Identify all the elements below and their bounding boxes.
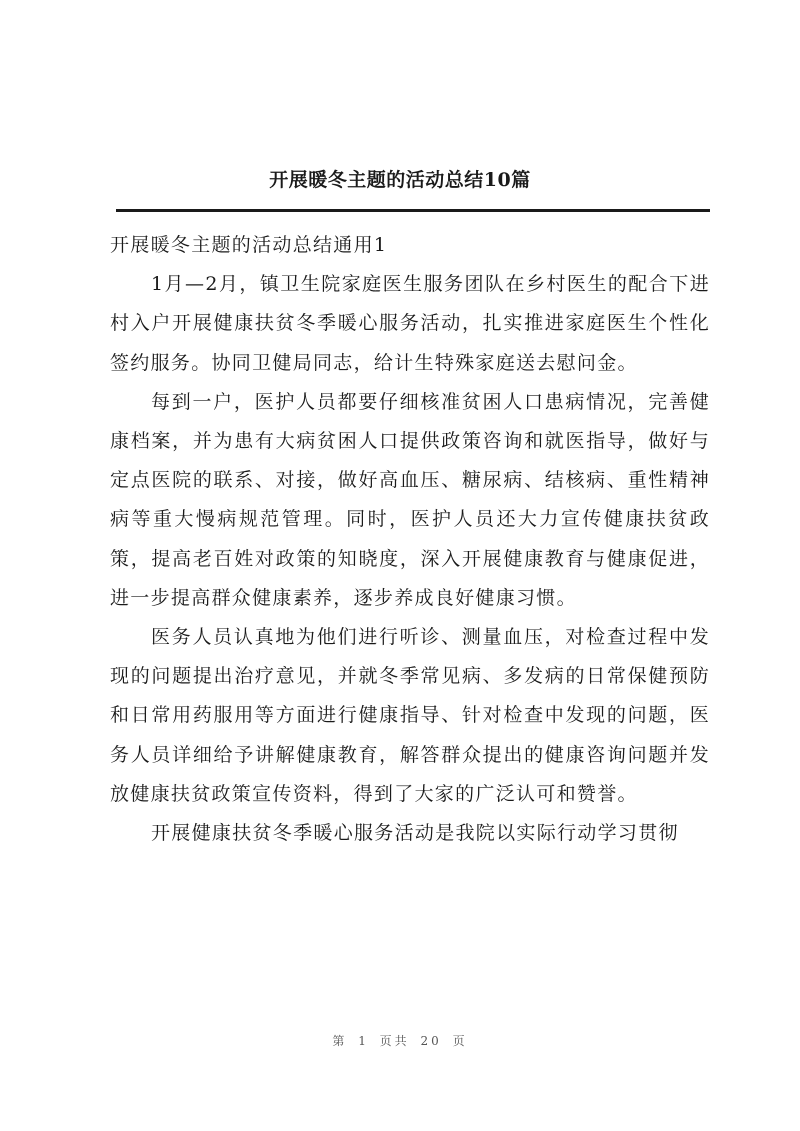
paragraph-1: 1月—2月，镇卫生院家庭医生服务团队在乡村医生的配合下进村入户开展健康扶贫冬季暖心服务活动，扎实推进家庭医生个性化签约服务。协同卫健局同志，给计生特殊家庭送去慰问金。 xyxy=(110,273,710,374)
page-number-footer: 第 1 页共 20 页 xyxy=(332,1034,468,1048)
document-body xyxy=(110,226,710,853)
page-title: 开展暖冬主题的活动总结10篇 xyxy=(269,169,531,191)
paragraph-3: 医务人员认真地为他们进行听诊、测量血压，对检查过程中发现的问题提出治疗意见，并就冬季常见病、多发病的日常保健预防和日常用药服用等方面进行健康指导、针对检查中发现的问题，医务人员详细给予讲解健康教育，解答群众提出的健康咨询问题并发放健康扶贫政策宣传资料，得到了大家的广泛认可和赞誉。 xyxy=(110,626,710,805)
paragraph-2: 每到一户，医护人员都要仔细核准贫困人口患病情况，完善健康档案，并为患有大病贫困人口提供政策咨询和就医指导，做好与定点医院的联系、对接，做好高血压、糖尿病、结核病、重性精神病等重大慢病规范管理。同时，医护人员还大力宣传健康扶贫政策，提高老百姓对政策的知晓度，深入开展健康教育与健康促进，进一步提高群众健康素养，逐步养成良好健康习惯。 xyxy=(110,390,710,609)
paragraph-4: 开展健康扶贫冬季暖心服务活动是我院以实际行动学习贯彻 xyxy=(151,822,679,845)
title-divider xyxy=(116,209,710,212)
section-heading: 开展暖冬主题的活动总结通用1 xyxy=(110,234,388,256)
